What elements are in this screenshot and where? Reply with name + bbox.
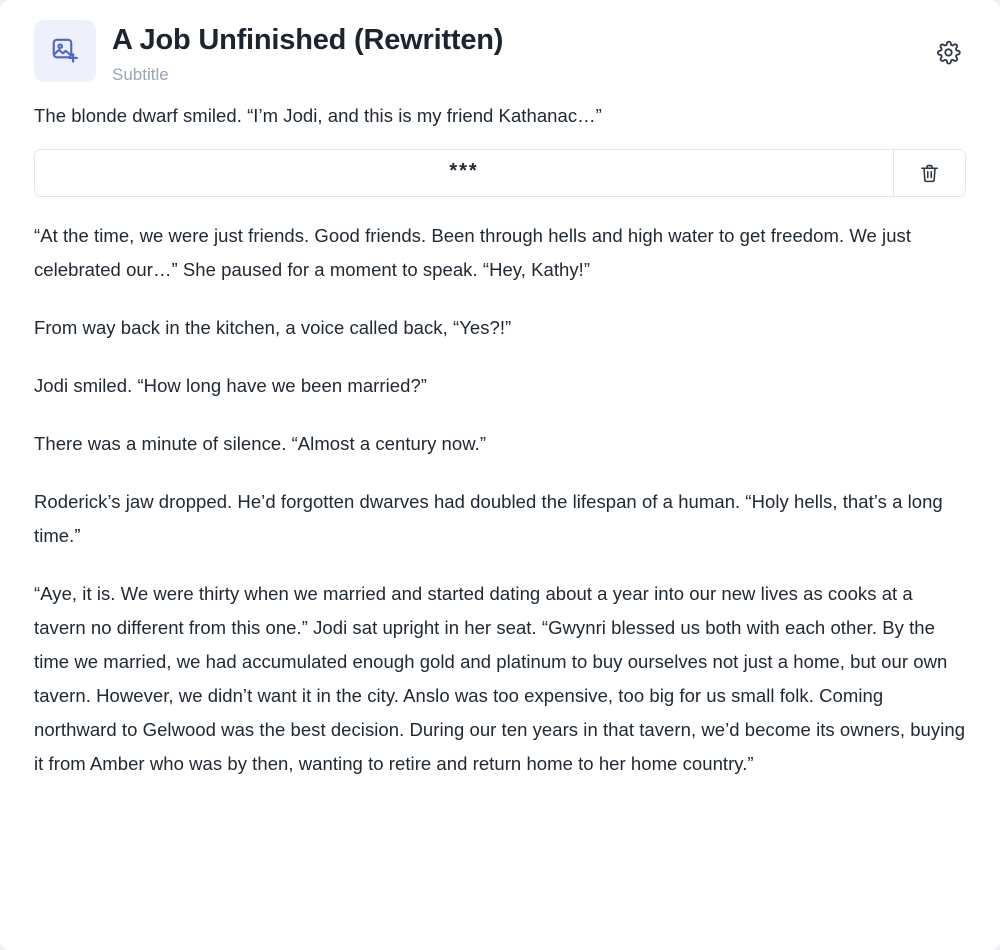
scene-divider-marker[interactable]: *** xyxy=(449,160,479,182)
paragraph[interactable]: “Aye, it is. We were thirty when we married and started dating about a year into our new lives as cooks at a tavern no different from this one.” Jodi sat upright in her seat. “Gwynri blessed us both with each other. By the time we married, we had accumulated enough gold and platinum to buy ourselves not just a home, but our own tavern. However, we didn’t want it in the city. Anslo was too expensive, too big for us small folk. Coming northward to Gelwood was the best decision. During our ten years in that tavern, we’d become its owners, buying it from Amber who was by then, wanting to retire and return home to her home country.” xyxy=(34,583,966,774)
paragraph[interactable]: The blonde dwarf smiled. “I’m Jodi, and this is my friend Kathanac…” xyxy=(34,105,602,126)
title-block xyxy=(112,18,966,87)
image-add-icon[interactable] xyxy=(34,20,96,82)
paragraph[interactable]: “At the time, we were just friends. Good friends. Been through hells and high water to get freedom. We just celebrated our…” She paused for a moment to speak. “Hey, Kathy!” xyxy=(34,225,912,280)
document-header xyxy=(34,14,966,93)
page-subtitle[interactable]: Subtitle xyxy=(112,65,169,84)
scene-divider-block[interactable] xyxy=(34,149,966,197)
trash-icon[interactable] xyxy=(893,150,965,196)
paragraph[interactable]: Roderick’s jaw dropped. He’d forgotten dwarves had doubled the lifespan of a human. “Holy hells, that’s a long time.” xyxy=(34,491,943,546)
paragraph[interactable]: There was a minute of silence. “Almost a century now.” xyxy=(34,433,487,454)
paragraph[interactable]: From way back in the kitchen, a voice called back, “Yes?!” xyxy=(34,317,512,338)
gear-icon[interactable] xyxy=(932,36,964,68)
page-title[interactable]: A Job Unfinished (Rewritten) xyxy=(112,24,504,56)
document-body xyxy=(34,99,966,781)
paragraph[interactable]: Jodi smiled. “How long have we been married?” xyxy=(34,375,427,396)
